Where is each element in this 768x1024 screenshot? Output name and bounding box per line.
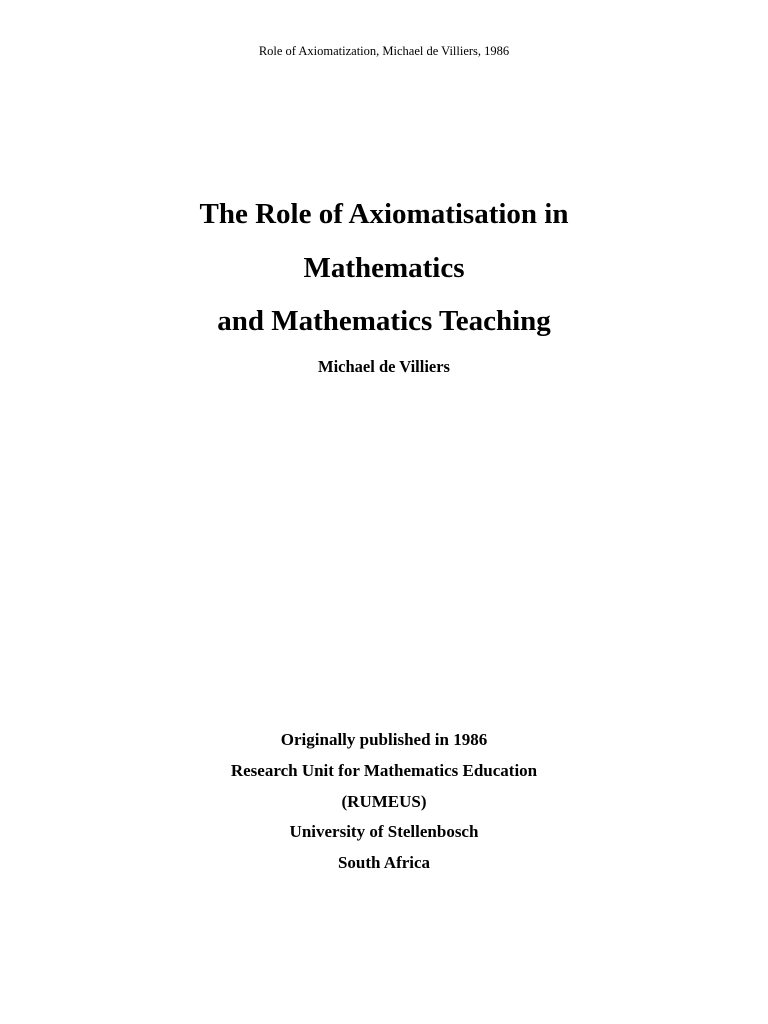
publication-date: Originally published in 1986 [280,730,488,749]
document-title-line-2: Mathematics [303,252,465,284]
running-header: Role of Axiomatization, Michael de Villiers, 1986 [258,44,510,58]
publisher-unit: Research Unit for Mathematics Education [230,761,538,780]
publisher-acronym: (RUMEUS) [341,792,427,811]
publisher-country: South Africa [337,853,431,872]
author-name: Michael de Villiers [318,357,450,376]
publisher-university: University of Stellenbosch [289,822,479,841]
document-title-line-3: and Mathematics Teaching [217,305,551,337]
document-title-line-1: The Role of Axiomatisation in [199,198,569,230]
